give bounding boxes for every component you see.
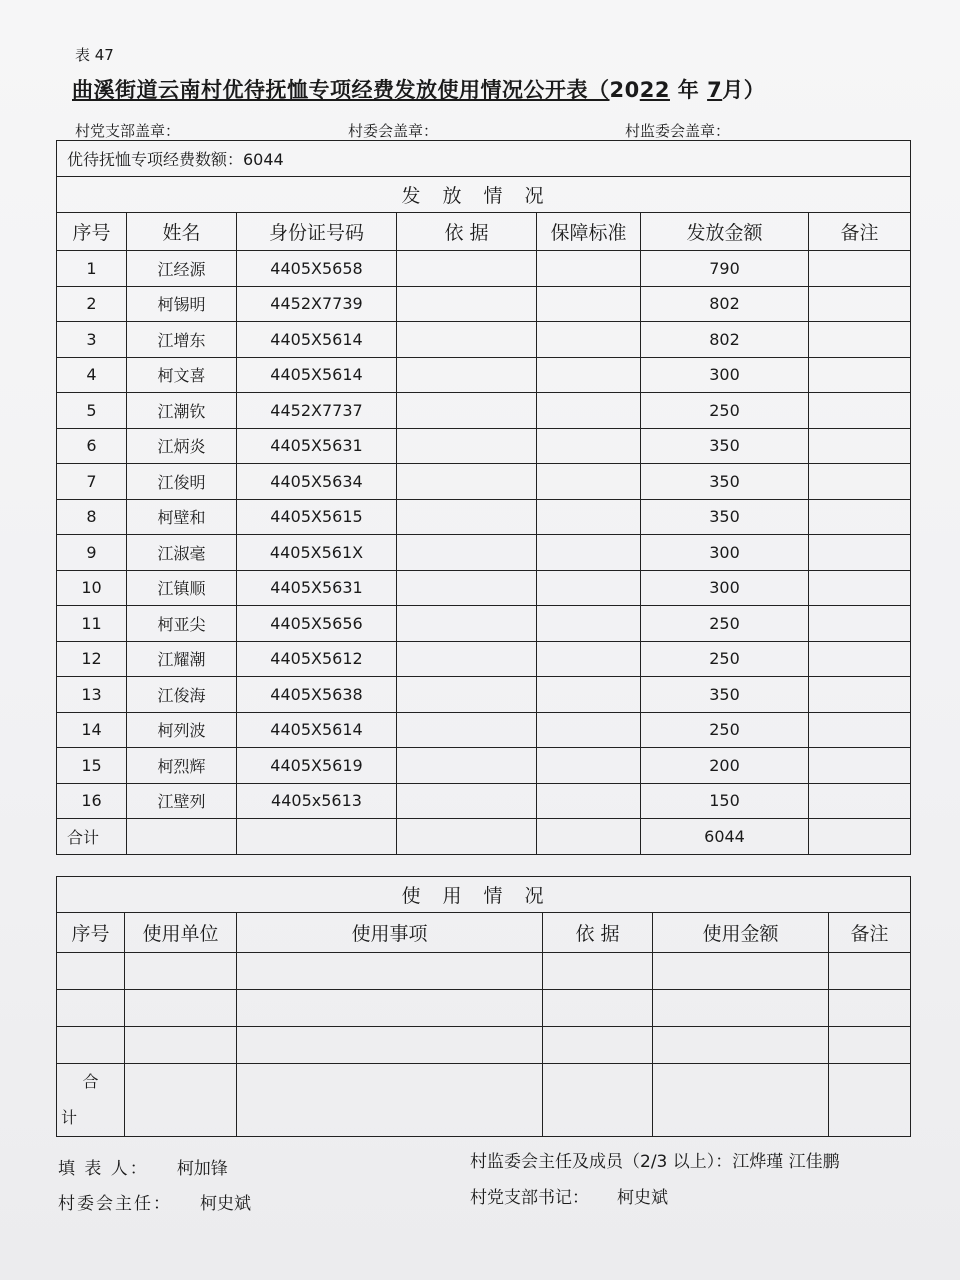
usage-cell xyxy=(829,1027,911,1064)
table-row xyxy=(57,393,911,429)
usage-cell xyxy=(829,953,911,990)
title-suffix: 月） xyxy=(722,78,766,102)
usage-cell xyxy=(653,953,829,990)
row-no: 4 xyxy=(57,357,127,393)
total-empty xyxy=(809,819,911,855)
row-basis xyxy=(397,535,537,571)
row-name: 柯烈辉 xyxy=(127,748,237,784)
row-no: 14 xyxy=(57,712,127,748)
row-id: 4405X5638 xyxy=(237,677,397,713)
row-basis xyxy=(397,641,537,677)
row-no: 2 xyxy=(57,286,127,322)
row-id: 4405X5612 xyxy=(237,641,397,677)
table-row xyxy=(57,570,911,606)
row-no: 6 xyxy=(57,428,127,464)
row-id: 4405X5634 xyxy=(237,464,397,500)
title-prefix: 曲溪街道云南村优待抚恤专项经费发放使用情况公开表（ xyxy=(72,78,610,102)
director-line xyxy=(58,1189,251,1214)
row-name: 江耀潮 xyxy=(127,641,237,677)
row-no: 16 xyxy=(57,783,127,819)
secretary-name: 柯史斌 xyxy=(617,1188,668,1208)
row-standard xyxy=(537,357,641,393)
row-name: 江俊明 xyxy=(127,464,237,500)
row-name: 柯亚尖 xyxy=(127,606,237,642)
row-remark xyxy=(809,357,911,393)
header-basis: 依 据 xyxy=(397,213,537,251)
usage-cell xyxy=(237,953,543,990)
row-no: 3 xyxy=(57,322,127,358)
table-row xyxy=(57,464,911,500)
usage-cell xyxy=(653,1027,829,1064)
row-amount: 350 xyxy=(641,464,809,500)
row-no: 13 xyxy=(57,677,127,713)
row-standard xyxy=(537,251,641,287)
supervision-label: 村监委会主任及成员（2/3 以上）： xyxy=(470,1152,733,1172)
table-row xyxy=(57,428,911,464)
row-amount: 300 xyxy=(641,357,809,393)
row-remark xyxy=(809,322,911,358)
row-id: 4405X5614 xyxy=(237,322,397,358)
secretary-line xyxy=(470,1183,668,1208)
row-no: 8 xyxy=(57,499,127,535)
usage-cell xyxy=(829,990,911,1027)
party-seal-label: 村党支部盖章： xyxy=(75,122,181,140)
row-basis xyxy=(397,748,537,784)
usage-cell xyxy=(57,990,125,1027)
row-name: 江经源 xyxy=(127,251,237,287)
row-id: 4405X5631 xyxy=(237,570,397,606)
usage-header-unit: 使用单位 xyxy=(125,913,237,953)
header-id: 身份证号码 xyxy=(237,213,397,251)
table-row xyxy=(57,712,911,748)
row-standard xyxy=(537,499,641,535)
row-name: 江炳炎 xyxy=(127,428,237,464)
distribution-section-title: 发放情况 xyxy=(57,177,911,213)
row-remark xyxy=(809,286,911,322)
usage-cell xyxy=(543,1064,653,1137)
row-remark xyxy=(809,464,911,500)
table-row xyxy=(57,677,911,713)
row-amount: 200 xyxy=(641,748,809,784)
row-standard xyxy=(537,712,641,748)
row-amount: 350 xyxy=(641,499,809,535)
filler-name: 柯加锋 xyxy=(176,1159,228,1179)
table-row xyxy=(57,606,911,642)
usage-cell xyxy=(57,1027,125,1064)
disbursement-table xyxy=(56,140,911,855)
header-remark: 备注 xyxy=(809,213,911,251)
title-year-a: 20 xyxy=(609,78,640,102)
row-standard xyxy=(537,393,641,429)
usage-cell xyxy=(125,953,237,990)
row-no: 7 xyxy=(57,464,127,500)
row-id: 4405X5656 xyxy=(237,606,397,642)
row-remark xyxy=(809,712,911,748)
row-basis xyxy=(397,570,537,606)
row-standard xyxy=(537,783,641,819)
header-standard: 保障标准 xyxy=(537,213,641,251)
filler-label: 填 表 人： xyxy=(58,1159,149,1179)
usage-cell xyxy=(237,1064,543,1137)
row-id: 4452X7737 xyxy=(237,393,397,429)
row-no: 15 xyxy=(57,748,127,784)
filler-line xyxy=(58,1154,228,1179)
row-no: 12 xyxy=(57,641,127,677)
secretary-label: 村党支部书记： xyxy=(470,1188,589,1208)
row-id: 4405X5614 xyxy=(237,712,397,748)
row-remark xyxy=(809,535,911,571)
row-id: 4405X5619 xyxy=(237,748,397,784)
total-empty xyxy=(537,819,641,855)
row-name: 江增东 xyxy=(127,322,237,358)
row-name: 柯锡明 xyxy=(127,286,237,322)
supervision-seal-label: 村监委会盖章： xyxy=(625,122,731,140)
row-id: 4405X561X xyxy=(237,535,397,571)
row-basis xyxy=(397,322,537,358)
row-basis xyxy=(397,464,537,500)
table-row xyxy=(57,357,911,393)
committee-seal-label: 村委会盖章： xyxy=(348,122,439,140)
row-standard xyxy=(537,677,641,713)
usage-cell xyxy=(125,1064,237,1137)
usage-header-item: 使用事项 xyxy=(237,913,543,953)
row-standard xyxy=(537,322,641,358)
usage-total-label xyxy=(57,1064,125,1137)
row-basis xyxy=(397,251,537,287)
row-no: 11 xyxy=(57,606,127,642)
row-basis xyxy=(397,712,537,748)
row-remark xyxy=(809,428,911,464)
row-name: 柯文喜 xyxy=(127,357,237,393)
table-row xyxy=(57,641,911,677)
table-row xyxy=(57,286,911,322)
director-label: 村委会主任： xyxy=(58,1194,172,1214)
row-amount: 250 xyxy=(641,641,809,677)
title-month: 7 xyxy=(707,78,723,102)
row-standard xyxy=(537,464,641,500)
usage-cell xyxy=(57,953,125,990)
row-no: 10 xyxy=(57,570,127,606)
row-basis xyxy=(397,357,537,393)
supervision-members: 江烨瑾 江佳鹏 xyxy=(732,1152,840,1172)
row-standard xyxy=(537,535,641,571)
row-remark xyxy=(809,748,911,784)
title-year-b: 22 xyxy=(639,78,670,102)
table-row xyxy=(57,783,911,819)
header-amount: 发放金额 xyxy=(641,213,809,251)
row-remark xyxy=(809,251,911,287)
row-no: 1 xyxy=(57,251,127,287)
usage-total-label-a: 合 xyxy=(82,1072,99,1091)
row-basis xyxy=(397,286,537,322)
document-title xyxy=(72,74,765,104)
row-basis xyxy=(397,783,537,819)
usage-cell xyxy=(237,1027,543,1064)
row-remark xyxy=(809,499,911,535)
total-empty xyxy=(397,819,537,855)
row-name: 柯列波 xyxy=(127,712,237,748)
total-amount: 6044 xyxy=(641,819,809,855)
usage-total-label-b: 计 xyxy=(61,1108,78,1127)
row-name: 江镇顺 xyxy=(127,570,237,606)
row-id: 4405x5613 xyxy=(237,783,397,819)
row-basis xyxy=(397,393,537,429)
row-remark xyxy=(809,606,911,642)
row-name: 江壁列 xyxy=(127,783,237,819)
row-amount: 802 xyxy=(641,286,809,322)
row-remark xyxy=(809,393,911,429)
row-standard xyxy=(537,570,641,606)
row-id: 4405X5658 xyxy=(237,251,397,287)
row-basis xyxy=(397,499,537,535)
row-amount: 250 xyxy=(641,712,809,748)
row-id: 4405X5631 xyxy=(237,428,397,464)
row-standard xyxy=(537,748,641,784)
row-id: 4405X5615 xyxy=(237,499,397,535)
usage-header-basis: 依 据 xyxy=(543,913,653,953)
row-name: 江潮钦 xyxy=(127,393,237,429)
usage-cell xyxy=(543,990,653,1027)
usage-cell xyxy=(653,990,829,1027)
row-remark xyxy=(809,783,911,819)
row-amount: 350 xyxy=(641,677,809,713)
row-basis xyxy=(397,428,537,464)
header-name: 姓名 xyxy=(127,213,237,251)
row-remark xyxy=(809,677,911,713)
table-number: 表 47 xyxy=(75,46,114,64)
usage-section-title: 使用情况 xyxy=(57,877,911,913)
row-name: 江淑毫 xyxy=(127,535,237,571)
total-empty xyxy=(127,819,237,855)
table-row xyxy=(57,322,911,358)
usage-table xyxy=(56,876,911,1137)
usage-cell xyxy=(543,953,653,990)
row-standard xyxy=(537,286,641,322)
row-amount: 300 xyxy=(641,535,809,571)
total-label: 合计 xyxy=(57,819,127,855)
usage-header-amount: 使用金额 xyxy=(653,913,829,953)
total-empty xyxy=(237,819,397,855)
table-row xyxy=(57,499,911,535)
distribution-rows xyxy=(57,251,911,819)
row-amount: 150 xyxy=(641,783,809,819)
row-name: 柯壁和 xyxy=(127,499,237,535)
header-no: 序号 xyxy=(57,213,127,251)
row-amount: 802 xyxy=(641,322,809,358)
row-amount: 300 xyxy=(641,570,809,606)
usage-cell xyxy=(237,990,543,1027)
row-no: 9 xyxy=(57,535,127,571)
row-id: 4452X7739 xyxy=(237,286,397,322)
row-standard xyxy=(537,428,641,464)
usage-cell xyxy=(125,1027,237,1064)
row-name: 江俊海 xyxy=(127,677,237,713)
row-remark xyxy=(809,570,911,606)
table-row xyxy=(57,535,911,571)
row-basis xyxy=(397,606,537,642)
usage-cell xyxy=(829,1064,911,1137)
usage-header-remark: 备注 xyxy=(829,913,911,953)
row-remark xyxy=(809,641,911,677)
director-name: 柯史斌 xyxy=(200,1194,251,1214)
supervision-line xyxy=(470,1147,840,1172)
usage-header-no: 序号 xyxy=(57,913,125,953)
row-id: 4405X5614 xyxy=(237,357,397,393)
usage-cell xyxy=(543,1027,653,1064)
usage-cell xyxy=(125,990,237,1027)
row-amount: 250 xyxy=(641,393,809,429)
row-standard xyxy=(537,641,641,677)
row-basis xyxy=(397,677,537,713)
row-standard xyxy=(537,606,641,642)
row-no: 5 xyxy=(57,393,127,429)
fund-total: 优待抚恤专项经费数额：6044 xyxy=(57,141,911,177)
row-amount: 790 xyxy=(641,251,809,287)
table-row xyxy=(57,748,911,784)
title-year-unit: 年 xyxy=(669,78,708,102)
table-row xyxy=(57,251,911,287)
row-amount: 250 xyxy=(641,606,809,642)
row-amount: 350 xyxy=(641,428,809,464)
usage-cell xyxy=(653,1064,829,1137)
